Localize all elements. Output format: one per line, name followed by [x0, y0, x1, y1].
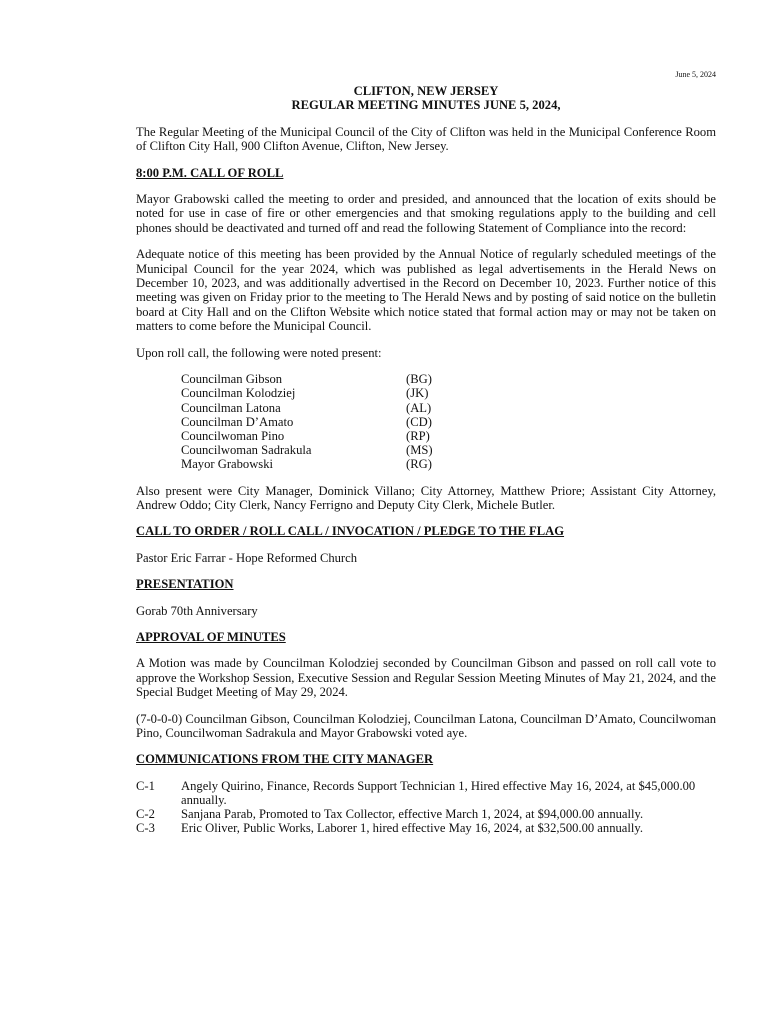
member-name: Councilman Latona	[181, 400, 281, 415]
minutes-heading: APPROVAL OF MINUTES	[136, 629, 286, 644]
item-text: Angely Quirino, Finance, Records Support Technician 1, Hired effective May 16, 2024, at $45,000.00 annually.	[181, 778, 696, 807]
roll-call-table	[181, 372, 433, 471]
item-text: Eric Oliver, Public Works, Laborer 1, hired effective May 16, 2024, at $32,500.00 annually.	[181, 821, 644, 836]
presentation-heading: PRESENTATION	[136, 577, 234, 592]
list-item	[136, 779, 716, 807]
minutes-vote: (7-0-0-0) Councilman Gibson, Councilman Kolodziej, Councilman Latona, Councilman D’Amato, Councilwoman Pino, Councilwoman Sadrakula and Mayor Grabowski voted aye.	[136, 711, 716, 740]
title-meeting: REGULAR MEETING MINUTES JUNE 5, 2024,	[291, 98, 561, 113]
invocation-heading: CALL TO ORDER / ROLL CALL / INVOCATION / PLEDGE TO THE FLAG	[136, 524, 565, 539]
intro-paragraph: The Regular Meeting of the Municipal Council of the City of Clifton was held in the Municipal Conference Room of Clifton City Hall, 900 Clifton Avenue, Clifton, New Jersey.	[136, 124, 716, 154]
document-page	[136, 70, 716, 836]
member-code: (BG)	[406, 372, 432, 387]
notice-paragraph: Adequate notice of this meeting has been provided by the Annual Notice of regularly scheduled meetings of the Municipal Council for the year 2024, which was published as legal advertisements in the Herald News on December 10, 2023, and was additionally advertised in the Record on December 10, 2023. Further notice of this meeting was given on Friday prior to the meeting to The Herald News and by posting of said notice on the bulletin board at City Hall and on the Clifton Website which notice stated that formal action may or may not be taken on matters to come before the Municipal Council.	[136, 247, 716, 334]
communications-list	[136, 779, 716, 836]
item-text: Sanjana Parab, Promoted to Tax Collector, effective March 1, 2024, at $94,000.00 annually.	[181, 807, 644, 822]
roll-row	[181, 429, 433, 443]
member-code: (RG)	[406, 457, 432, 472]
roll-row	[181, 443, 433, 457]
call-of-roll-heading: 8:00 P.M. CALL OF ROLL	[136, 165, 284, 180]
document-date: June 5, 2024	[675, 70, 716, 79]
member-code: (JK)	[406, 386, 429, 401]
list-item	[136, 821, 716, 835]
member-name: Councilman Gibson	[181, 372, 283, 387]
member-code: (MS)	[406, 443, 433, 458]
roll-row	[181, 415, 433, 429]
title-city: CLIFTON, NEW JERSEY	[353, 84, 499, 98]
member-code: (AL)	[406, 400, 432, 415]
member-name: Councilman D’Amato	[181, 414, 294, 429]
member-name: Councilman Kolodziej	[181, 386, 296, 401]
minutes-motion: A Motion was made by Councilman Kolodziej seconded by Councilman Gibson and passed on roll call vote to approve the Workshop Session, Executive Session and Regular Session Meeting Minutes of May 21, 2024, and the Special Budget Meeting of May 29, 2024.	[136, 656, 716, 700]
item-number: C-2	[136, 807, 155, 822]
also-present-paragraph: Also present were City Manager, Dominick Villano; City Attorney, Matthew Priore; Assistant City Attorney, Andrew Oddo; City Clerk, Nancy Ferrigno and Deputy City Clerk, Michele Butler.	[136, 483, 716, 512]
item-number: C-1	[136, 778, 155, 793]
member-code: (CD)	[406, 414, 432, 429]
roll-row	[181, 386, 433, 400]
roll-row	[181, 372, 433, 386]
member-name: Councilwoman Pino	[181, 428, 285, 443]
opening-paragraph: Mayor Grabowski called the meeting to order and presided, and announced that the location of exits should be noted for use in case of fire or other emergencies and that smoking regulations apply to the building and cell phones should be deactivated and turned off and read the following Statement of Compliance into the record:	[136, 192, 716, 235]
member-name: Mayor Grabowski	[181, 457, 273, 472]
list-item	[136, 807, 716, 821]
member-name: Councilwoman Sadrakula	[181, 443, 312, 458]
roll-row	[181, 457, 433, 471]
member-code: (RP)	[406, 428, 430, 443]
invocation-text: Pastor Eric Farrar - Hope Reformed Church	[136, 550, 358, 565]
communications-heading: COMMUNICATIONS FROM THE CITY MANAGER	[136, 752, 434, 767]
roll-row	[181, 401, 433, 415]
item-number: C-3	[136, 821, 155, 836]
presentation-text: Gorab 70th Anniversary	[136, 603, 258, 618]
roll-intro: Upon roll call, the following were noted present:	[136, 345, 382, 360]
